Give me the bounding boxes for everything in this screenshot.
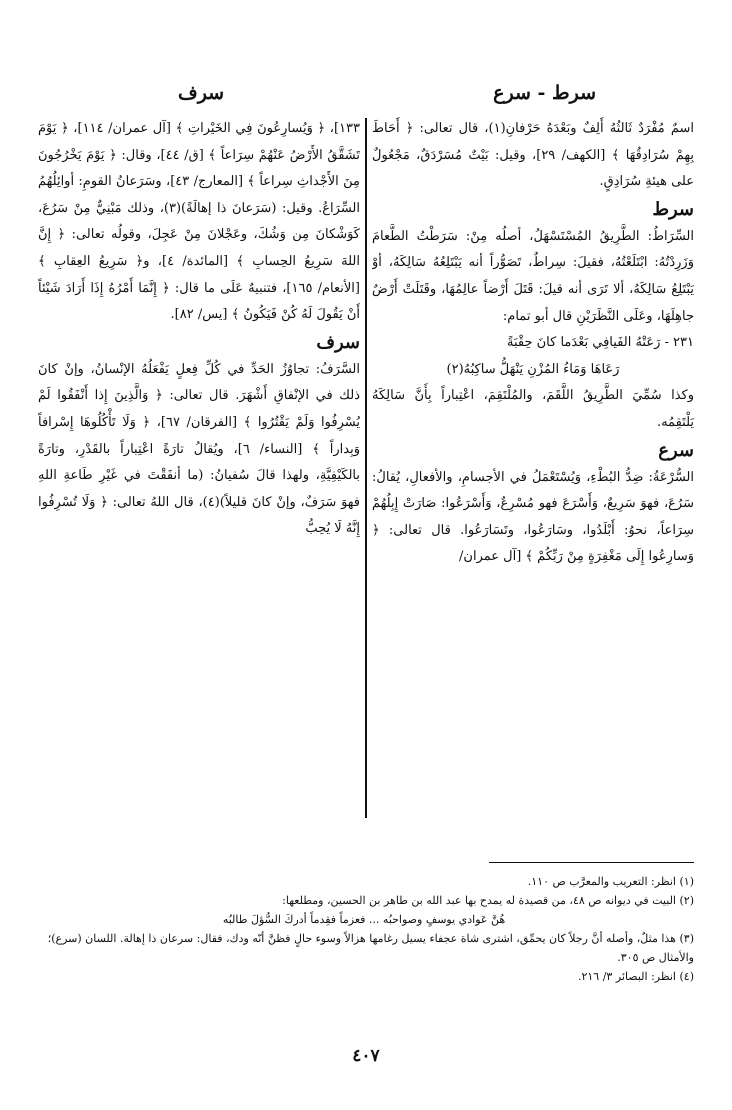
footnote: (١) انظر: التعريب والمعرَّب ص ١١٠. xyxy=(527,875,694,888)
entry-text: وكذا سُمِّيَ الطَّرِيقُ اللَّقَمَ، والمُلْتَقِمَ، اعْتِباراً بِأَنَّ سَالِكَهُ يَلْتَقِمُه. xyxy=(372,388,694,430)
section-heading-sara: سرع xyxy=(658,439,694,461)
entry-text: اسمٌ مُفْرَدٌ ثَالثُهُ أَلِفٌ وبَعْدَهُ حَرْفانِ(١)، قال تعالى: ﴿ أَحَاطَ بِهِمْ سُرَادِقُهَا ﴾ [الكهف/ ٢٩]، وقيل: بَيْتٌ مُسَرْدَقٌ، مَجْعُولٌ على هيئةِ سُرَادِقٍ. xyxy=(372,121,694,190)
page-number: ٤٠٧ xyxy=(352,1046,380,1066)
footnotes xyxy=(34,872,694,986)
footnote-separator xyxy=(489,862,694,863)
column-divider xyxy=(365,118,367,818)
entry-text: السَّرَفُ: تجاوُزُ الحَدِّ في كُلِّ فِعلٍ يَفْعَلُهُ الإنْسانُ، وإنْ كانَ ذلك في الإنْفاقِ أَشْهَرَ. قال تعالى: ﴿ وَالَّذِينَ إِذا أَنْفَقُوا لَمْ يُسْرِفُوا وَلَمْ يَقْتُرُوا ﴾ [الفرقان/ ٦٧]، ﴿ وَلَا تَأْكُلُوهَا إِسْرافاً وَبِداراً ﴾ [النساء/ ٦]، ويُقالُ تارَةً اعْتِباراً بالقَدْرِ، وتارَةً بالكَيْفِيَّةِ، ولهذا قالَ سُفيانُ: (ما أنفَقْتَ في غَيْرِ طَاعةِ اللهِ فهوَ سَرَفٌ، وإنْ كانَ قليلاً)(٤)، قال اللهُ تعالى: ﴿ وَلَا تُسْرِفُوا إِنَّهُ لَا يُحِبُّ xyxy=(38,361,360,537)
entry-text: ١٣٣]، ﴿ وَيُسارِعُونَ فِي الخَيْراتِ ﴾ [آل عمران/ ١١٤]، ﴿ يَوْمَ تَشَقَّقُ الأَرْضُ عَنْهُمْ سِرَاعاً ﴾ [ق/ ٤٤]، وقال: ﴿ يَوْمَ يَخْرُجُونَ مِنَ الأَجْداثِ سِراعاً ﴾ [المعارج/ ٤٣]، وسَرَعانُ القومِ: أوائِلُهُمُ السِّرَاعُ. وقيل: (سَرَعانَ ذا إهالَةً)(٣)، وذلك مَبْنِيٌّ مِنْ سَرُعَ، كَوَشْكانَ مِن وَشُكَ، وعَجْلانَ مِنْ عَجِلَ، وقولُه تعالى: ﴿ إِنَّ اللهَ سَرِيعُ الحِسابِ ﴾ [المائدة/ ٤]، و﴿ سَرِيعُ العِقابِ ﴾ [الأنعام/ ١٦٥]، فتنبيهٌ عَلَى ما قال: ﴿ إِنَّمَا أَمْرُهُ إِذَا أَرَادَ شَيْئاً أَنْ يَقُولَ لَهُ كُنْ فَيَكُونُ ﴾ [يس/ ٨٢]. xyxy=(38,121,360,323)
footnote: (٢) البيت في ديوانه ص ٤٨، من قصيدة له يمدح بها عبد الله بن طاهر بن الحسين، ومطلعها: xyxy=(282,894,694,907)
running-header-left: سرف xyxy=(178,82,225,104)
right-column xyxy=(372,116,694,822)
poem-line: ٢٣١ - رَعَتْهُ الفَيافِي بَعْدَما كانَ حِقْبَةً xyxy=(507,335,694,351)
footnote: (٣) هذا مثلٌ، وأصله أنَّ رجلاً كان يحمِّق، اشترى شاة عجفاء يسيل رغامها هزالاً وسوء حالٍ فظنَّ أنّه ودك، فقال: سرعان ذا إهالة. اللسان (سرع)؛ والأمثال ص ٣٠٥. xyxy=(47,932,694,964)
left-column xyxy=(38,116,360,822)
section-heading-sarat: سرط xyxy=(652,198,694,220)
section-heading-saraf: سرف xyxy=(316,331,360,353)
entry-text: السُّرْعَةُ: ضِدُّ البُطْءِ، وَيُسْتَعْمَلُ في الأجسامِ، والأفعالِ، يُقالُ: سَرُعَ، فهوَ سَرِيعٌ، وَأَسْرَعَ فهو مُسْرِعٌ، وَأَسْرَعُوا: صَارَتْ إِبِلُهُمْ سِرَاعاً، نحوُ: أَبْلَدُوا، وسَارَعُوا، وتَسَارَعُوا. قال تعالى: ﴿ وَسارِعُوا إِلَى مَغْفِرَةٍ مِنْ رَبِّكُمْ ﴾ [آل عمران/ xyxy=(372,469,694,565)
poem-line: رَعَاهَا وَمَاءُ المُزْنِ يَنْهَلُّ ساكِبُهُ(٢) xyxy=(446,361,620,377)
entry-text: السِّرَاطُ: الطَّرِيقُ المُسْتَسْهَلُ، أصلُه مِنْ: سَرَطْتُ الطَّعامَ وَزَرِدْتُهُ: ابْتَلَعْتُهُ، فقيلَ: سِراطٌ، تَصَوُّراً أنه يَبْتَلِعُهُ سَالِكَهُ، أوْ يَبْتَلِعُ سَالِكَهُ، ألا تَرَى أنه قيلَ: قَتَلَ أَرْضاً عالِمُهَا، وقَتَلَتْ أَرْضٌ جاهِلَهَا، وعَلَى النَّظَرَيْنِ قال أبو تمام: xyxy=(372,228,694,324)
footnote-verse: هُنَّ عَوادي يوسفٍ وصواحبُه ... فعزماً فقِدماً أدركَ السُّؤلَ طالبُه xyxy=(222,913,506,926)
running-header-right: سرط - سرع xyxy=(493,82,596,104)
footnote: (٤) انظر: البصائر ٣/ ٢١٦. xyxy=(577,970,694,983)
